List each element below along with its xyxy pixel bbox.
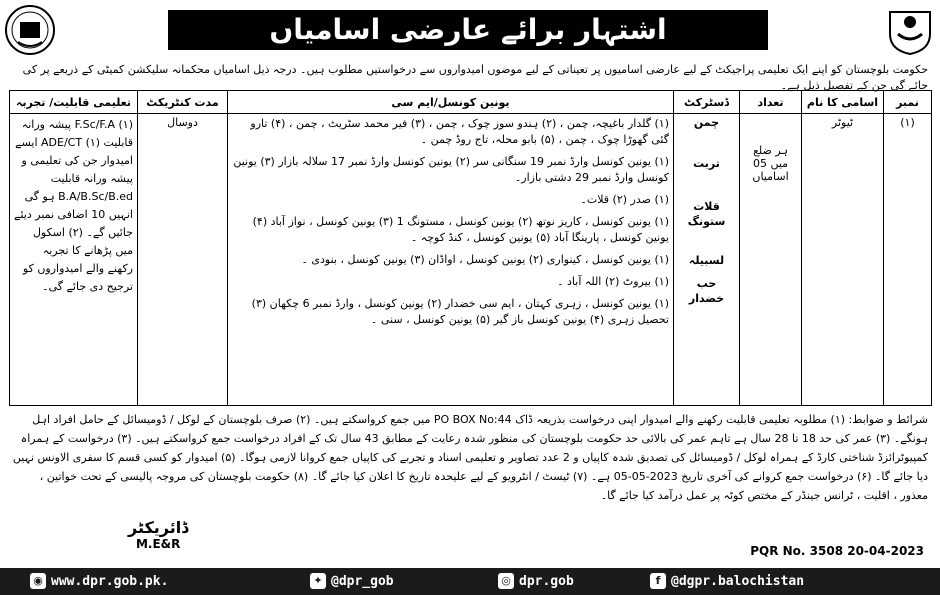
page-title: اشتہار برائے عارضی اسامیاں: [168, 10, 768, 50]
facebook-handle[interactable]: @dgpr.balochistan: [671, 573, 805, 589]
union-council-entry: (۱) یونین کونسل ، کاریز نوتھ (۲) یونین کونسل ، مستونگ 1 (۳) یونین کونسل ، نواز آباد (۴) یونین کونسل ، پارینگا آباد (۵) یونین کونسل ، کنڈ کوچہ ۔: [252, 215, 669, 244]
column-header: یونین کونسل/ایم سی: [228, 91, 674, 114]
footer-website[interactable]: [30, 573, 168, 589]
column-header: مدت کنٹریکٹ: [138, 91, 228, 114]
union-council-list: [228, 114, 674, 406]
instagram-handle[interactable]: dpr.gob: [519, 573, 574, 589]
union-council-entry: (۱) بیروٹ (۲) اللہ آباد ۔: [557, 275, 669, 288]
posts-table: [9, 90, 932, 406]
intro-text: حکومت بلوچستان کو اپنے ایک تعلیمی پراجیکٹ کے لیے عارضی اسامیوں پر تعیناتی کے لیے موضوں امیدواروں سے درخواستیں مطلوب ہیں۔ درجہ ذیل اسامیاں محکمانہ سلیکشن کمیٹی کے ذریعے پر کی جائے گی جن کے تفصیل ذیل ہے۔: [22, 63, 928, 92]
union-council-entry: (۱) یونین کونسل وارڈ نمبر 19 سنگانی سر (۲) یونین کونسل وارڈ نمبر 17 سلالہ بازار (۳) یونین کونسل وارڈ نمبر 29 دشتی بازار۔: [233, 155, 669, 184]
table-header-row: [10, 91, 932, 114]
footer-instagram[interactable]: [498, 573, 574, 589]
signature-block: [128, 518, 188, 551]
contract-duration: دوسال: [138, 114, 228, 406]
instagram-icon: ◎: [498, 573, 514, 589]
website-link[interactable]: www.dpr.gob.pk.: [51, 573, 169, 589]
column-header: نمبر: [884, 91, 932, 114]
district-name: ستونگ: [687, 215, 726, 228]
union-council-entry: (۱) گلدار باغیچہ، چمن ، (۲) ہندو سوز چوک ، چمن ، (۳) فیر محمد سٹریٹ ، چمن ، (۴) تارو گئی گھوڑا چوک ، چمن ، (۵) بابو محلہ، تاج روڈ چمن ۔: [250, 117, 669, 146]
pqr-number: PQR No. 3508 20-04-2023: [750, 544, 924, 558]
signatory-title: ڈائریکٹر: [128, 518, 189, 537]
twitter-handle[interactable]: @dpr_gob: [331, 573, 394, 589]
post-name: ٹیوٹر: [802, 114, 884, 406]
column-header: تعداد: [740, 91, 802, 114]
qualification: [10, 114, 138, 406]
header: [0, 0, 940, 62]
footer-bar: [0, 568, 940, 595]
district-name: خضدار: [688, 292, 725, 305]
district-list: [674, 114, 740, 406]
district-name: لسبیلہ: [688, 254, 725, 267]
district-name: قلات: [693, 200, 720, 213]
facebook-icon: f: [650, 573, 666, 589]
row-number: (۱): [884, 114, 932, 406]
twitter-icon: ✦: [310, 573, 326, 589]
column-header: ڈسٹرکٹ: [674, 91, 740, 114]
footer-facebook[interactable]: [650, 573, 804, 589]
district-name: حب: [696, 277, 717, 290]
district-name: تربت: [693, 157, 720, 170]
district-name: چمن: [693, 116, 720, 129]
emblem-icon: [884, 4, 936, 56]
union-council-entry: (۱) یونین کونسل ، زہری کہتان ، ایم سی خضدار (۲) یونین کونسل ، وارڈ نمبر 6 چکھان (۳) تحصیل زہری (۴) یونین کونسل باز گیر (۵) یونین کونسل ، سنی ۔: [251, 297, 669, 326]
signatory-dept: M.E&R: [135, 537, 181, 551]
terms-and-conditions: شرائط و ضوابط: (۱) مطلوبہ تعلیمی قابلیت رکھنے والے امیدوار اپنی درخواست بذریعہ ڈاک PO BOX No:44 میں جمع کرواسکتے ہیں۔ (۲) صرف بلوچستان کے لوکل / ڈومیسائل کے حامل افراد اہل ہونگے۔ (۳) عمر کی حد 18 تا 28 سال ہے تاہم عمر کی بالائی حد حکومت بلوچستان کی منظور شدہ رعایت کے مطابق 43 سال تک کے افراد درخواست جمع کرواسکتے ہیں۔ (۳) درخواست کے ہمراہ کمپیوٹرائزڈ شناختی کارڈ کے ہمراہ لوکل / ڈومیسائل کی تصدیق شدہ کاپیاں و 2 عدد تصاویر و تعلیمی اسناد و تجربے کی کاپیاں جمع کروانا لازمی ہوگا۔ (۵) امیدوار کو کسی قسم کا سفری الاونس نہیں دیا جائے گا۔ (۶) درخواست جمع کروانے کی آخری تاریخ 2023-05-05 ہے۔ (۷) ٹیسٹ / انٹرویو کے لیے علیحدہ تاریخ کا اعلان کیا جائے گا۔ (۸) حکومت بلوچستان کی مروجہ پالیسی کے تحت خواتین ، معذور ، اقلیت ، ٹرانس جینڈر کے مختص کوٹہ پر عمل درآمد کیا جائے گا۔: [12, 413, 928, 502]
post-count: ہر ضلع میں 05 اسامیاں: [740, 114, 802, 406]
union-council-entry: (۱) صدر (۲) قلات۔: [580, 193, 669, 206]
column-header: تعلیمی قابلیت/ تجربہ: [10, 91, 138, 114]
union-council-entry: (۱) یونین کونسل ، کینواری (۲) یونین کونسل ، اواڈان (۳) یونین کونسل ، بنودی ۔: [301, 253, 669, 266]
footer-twitter[interactable]: [310, 573, 394, 589]
globe-icon: ◉: [30, 573, 46, 589]
table-row: [10, 114, 932, 406]
qualification-text: (۱) F.Sc/F.A پیشہ ورانہ قابلیت ADE/CT (۱) ایسے امیدوار جن کی تعلیمی و پیشہ ورانہ قابلیت B.A/B.Sc/B.ed ہو گی انہیں 10 اضافی نمبر دیئے جائیں گے۔ (۲) اسکول میں پڑھانے کا تجربہ رکھنے والے امیدواروں کو ترجیح دی جائے گی۔: [14, 118, 133, 293]
column-header: اسامی کا نام: [802, 91, 884, 114]
emblem-icon: [4, 4, 56, 56]
